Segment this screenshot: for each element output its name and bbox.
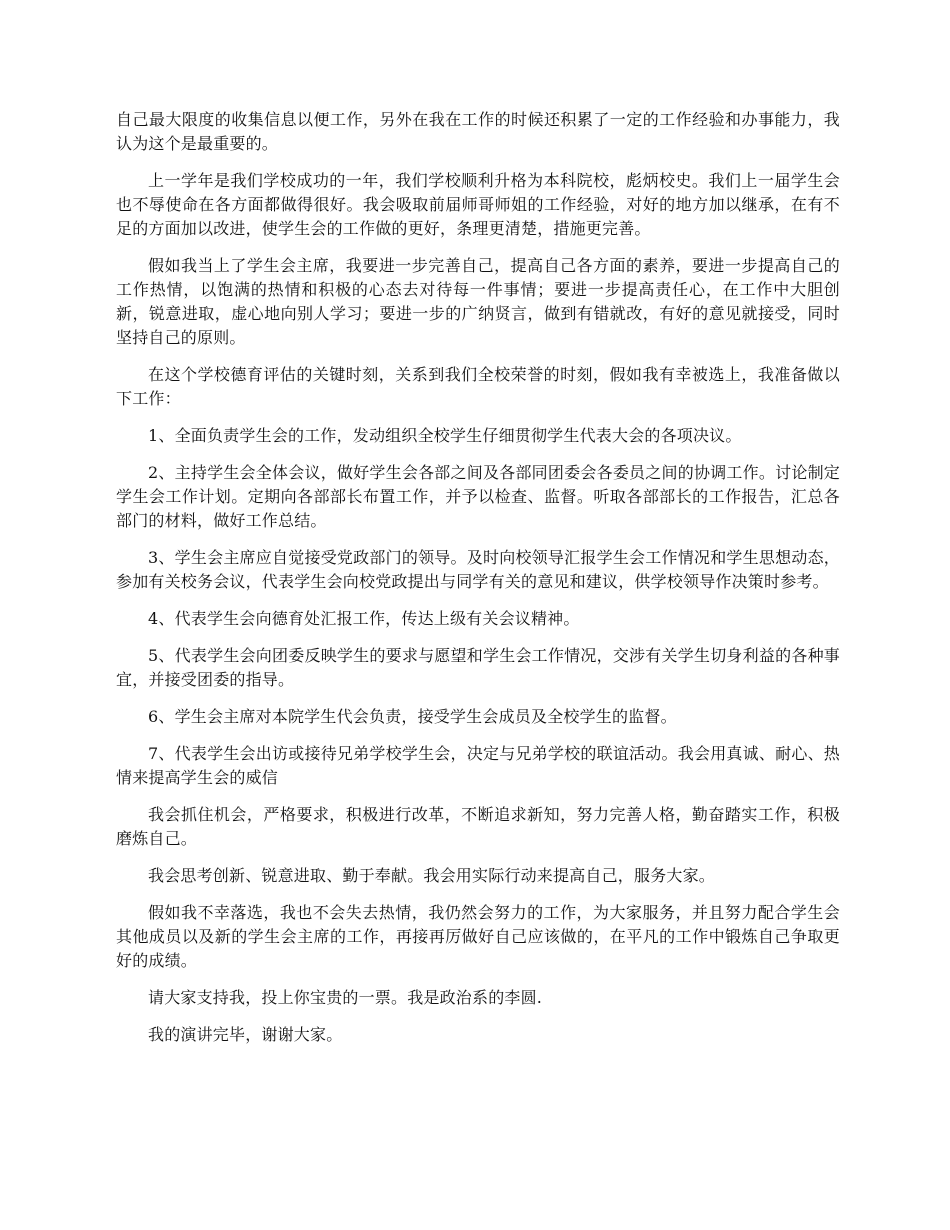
paragraph-innovation: 我会思考创新、锐意进取、勤于奉献。我会用实际行动来提高自己，服务大家。 bbox=[148, 866, 716, 885]
list-item-2: 2、主持学生会全体会议，做好学生会各部之间及各部同团委会各委员之间的协调工作。讨论制定学生会工作计划。定期向各部部长布置工作，并予以检查、监督。听取各部部长的工作报告，汇总各部门的材料，做好工作总结。 bbox=[116, 463, 840, 530]
list-item-5: 5、代表学生会向团委反映学生的要求与愿望和学生会工作情况，交涉有关学生切身利益的各种事宜，并接受团委的指导。 bbox=[116, 646, 840, 689]
document-page bbox=[116, 108, 840, 1060]
paragraph-if-not-elected: 假如我不幸落选，我也不会失去热情，我仍然会努力的工作，为大家服务，并且努力配合学生会其他成员以及新的学生会主席的工作，再接再厉做好自己应该做的，在平凡的工作中锻炼自己争取更好的成绩。 bbox=[116, 903, 840, 970]
paragraph-commitment: 我会抓住机会，严格要求，积极进行改革，不断追求新知，努力完善人格，勤奋踏实工作，积极磨炼自己。 bbox=[116, 805, 840, 848]
paragraph-vote-request: 请大家支持我，投上你宝贵的一票。我是政治系的李圆. bbox=[148, 988, 543, 1007]
list-item-3: 3、学生会主席应自觉接受党政部门的领导。及时向校领导汇报学生会工作情况和学生思想动态，参加有关校务会议，代表学生会向校党政提出与同学有关的意见和建议，供学校领导作决策时参考。 bbox=[116, 548, 840, 591]
paragraph-school-year: 上一学年是我们学校成功的一年，我们学校顺利升格为本科院校，彪炳校史。我们上一届学生会也不辱使命在各方面都做得很好。我会吸取前届师哥师姐的工作经验，对好的地方加以继承，在有不足的方面加以改进，使学生会的工作做的更好，条理更清楚，措施更完善。 bbox=[116, 171, 840, 238]
list-item-7: 7、代表学生会出访或接待兄弟学校学生会，决定与兄弟学校的联谊活动。我会用真诚、耐心、热情来提高学生会的威信 bbox=[116, 744, 840, 787]
list-item-6: 6、学生会主席对本院学生代会负责，接受学生会成员及全校学生的监督。 bbox=[148, 707, 677, 726]
list-item-4: 4、代表学生会向德育处汇报工作，传达上级有关会议精神。 bbox=[148, 609, 580, 628]
paragraph-closing: 我的演讲完毕，谢谢大家。 bbox=[148, 1025, 343, 1044]
paragraph-continuation: 自己最大限度的收集信息以便工作，另外在我在工作的时候还积累了一定的工作经验和办事能力，我认为这个是最重要的。 bbox=[116, 110, 840, 153]
list-item-1: 1、全面负责学生会的工作，发动组织全校学生仔细贯彻学生代表大会的各项决议。 bbox=[148, 426, 742, 445]
paragraph-if-elected: 假如我当上了学生会主席，我要进一步完善自己，提高自己各方面的素养，要进一步提高自己的工作热情，以饱满的热情和积极的心态去对待每一件事情；要进一步提高责任心，在工作中大胆创新，锐意进取，虚心地向别人学习；要进一步的广纳贤言，做到有错就改，有好的意见就接受，同时坚持自己的原则。 bbox=[116, 256, 840, 347]
paragraph-work-plan-intro: 在这个学校德育评估的关键时刻，关系到我们全校荣誉的时刻，假如我有幸被选上，我准备做以下工作： bbox=[116, 365, 840, 408]
